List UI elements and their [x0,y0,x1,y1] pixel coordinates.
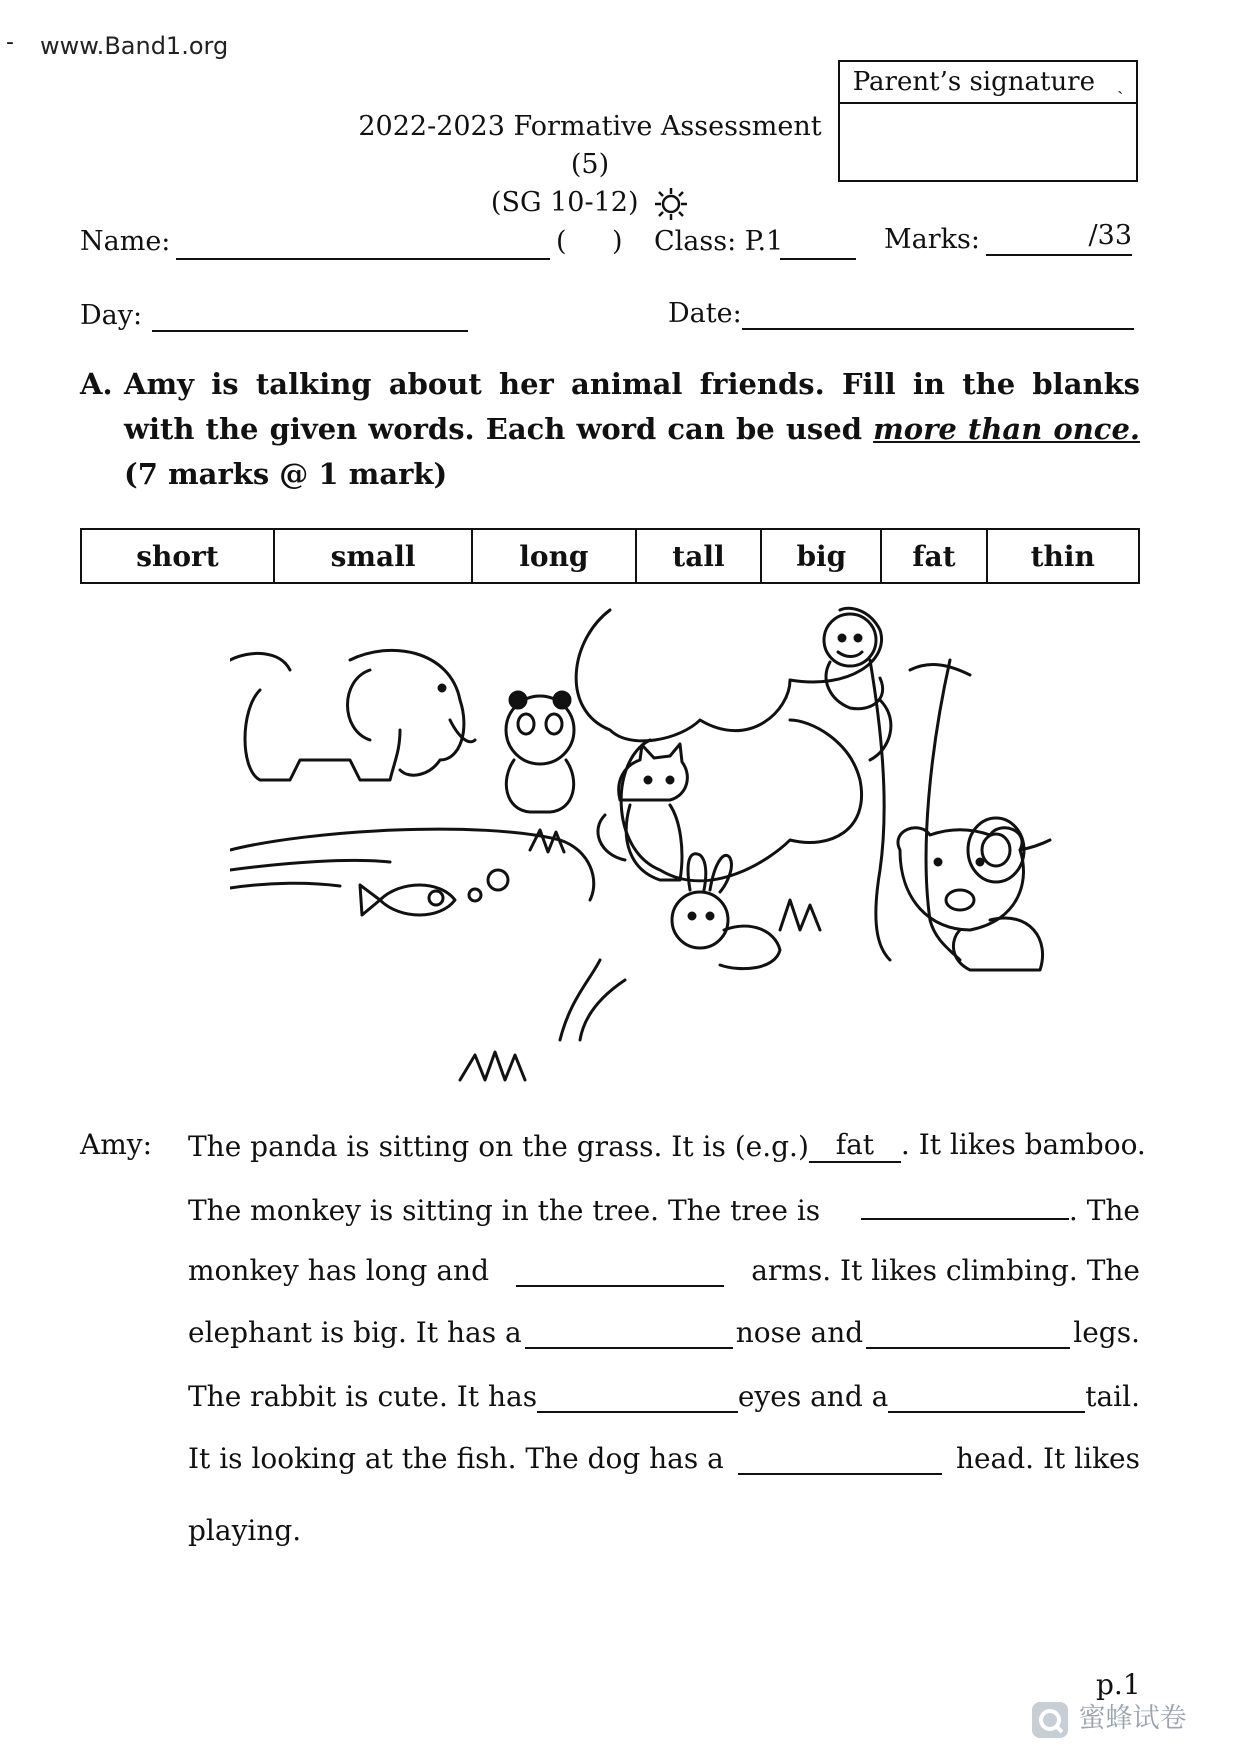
passage-line-2 [188,1190,1140,1227]
class-label: Class: P.1 [654,226,784,257]
class-number-open: ( [556,226,567,257]
word-bank-item: tall [636,529,762,583]
instruction-part-2: (7 marks @ 1 mark) [124,457,448,491]
elephant-illustration [230,650,475,780]
word-bank-item: big [761,529,881,583]
word-bank-item: long [472,529,635,583]
section-a-letter: A. [80,367,113,401]
passage-text: monkey has long and [188,1254,490,1287]
blank-5[interactable] [537,1383,738,1413]
speaker-label: Amy: [80,1128,153,1161]
passage-text: . The [1068,1194,1140,1227]
passage-text: The monkey is sitting in the tree. The tree is [188,1194,821,1227]
title-line-2 [340,184,840,222]
passage-text: elephant is big. It has a [188,1316,522,1349]
sun-icon [653,186,689,222]
blank-2[interactable] [516,1257,724,1287]
grass-illustration [780,900,820,930]
fish-illustration [360,885,455,915]
passage-text: nose and [735,1316,864,1349]
grass-illustration [460,1052,525,1080]
passage-line-1 [188,1128,1146,1163]
title-sg-range: (SG 10-12) [490,187,639,218]
pond-illustration [230,829,594,901]
passage-text: playing. [188,1514,302,1547]
passage-line-6 [188,1442,1140,1475]
section-a-instruction [80,362,1140,497]
marks-field[interactable] [986,220,1132,256]
grass-illustration [560,960,600,1040]
watermark [1030,1696,1187,1740]
class-field[interactable] [780,224,856,260]
page-number: p.1 [1096,1668,1141,1701]
website-url: www.Band1.org [40,32,229,60]
word-bank-item: short [81,529,274,583]
passage-text: legs. [1073,1316,1140,1349]
passage-text: head. It likes [955,1442,1140,1475]
passage-text: . It likes bamboo. [900,1128,1146,1161]
parent-signature-text: Parent’s signature [852,67,1095,97]
passage-line-3 [188,1254,1140,1287]
date-label: Date: [668,298,742,329]
day-label: Day: [80,300,143,331]
watermark-text: 蜜蜂试卷 [1078,1703,1187,1734]
stray-mark: ˎ [1117,74,1124,95]
instruction-emphasis: more than once. [873,412,1141,446]
example-answer [809,1128,1146,1163]
passage-text: eyes and a [737,1380,889,1413]
marks-label: Marks: [884,224,980,255]
instruction-text [124,362,1140,497]
instruction-part-1: Amy is talking about her animal friends. Fill in the blanks with the given words. Each word can be used [124,367,1140,446]
dog-illustration [898,828,1043,970]
animal-scene-illustration [230,600,1060,1100]
corner-mark: - [6,30,14,55]
passage-line-4 [188,1316,1140,1349]
passage-line-7 [188,1514,1140,1547]
blank-3[interactable] [525,1319,733,1349]
class-number-close: ) [612,226,623,257]
panda-illustration [506,692,574,812]
rabbit-illustration [672,854,780,969]
passage-text: tail. [1085,1380,1140,1413]
day-field[interactable] [152,296,468,332]
passage-text: The rabbit is cute. It has [188,1380,538,1413]
blank-4[interactable] [866,1319,1070,1349]
passage-text: It is looking at the fish. The dog has a [188,1442,724,1475]
blank-1[interactable] [861,1190,1069,1220]
watermark-logo-icon [1030,1700,1070,1740]
word-bank-item: small [274,529,472,583]
parent-signature-box [838,60,1138,182]
blank-6[interactable] [888,1383,1085,1413]
example-answer-word: fat [809,1128,901,1163]
parent-signature-label [840,62,1136,104]
word-bank-item: thin [987,529,1139,583]
passage-text: The panda is sitting on the grass. It is (e.g.) [188,1130,809,1163]
page-title [340,108,840,222]
word-bank [80,528,1140,584]
passage-text: arms. It likes climbing. The [751,1254,1140,1287]
grass-illustration [580,980,625,1040]
word-bank-item: fat [881,529,986,583]
name-label: Name: [80,226,171,257]
date-field[interactable] [742,294,1134,330]
blank-1-group [861,1190,1140,1227]
name-field[interactable] [176,224,550,260]
title-line-1: 2022-2023 Formative Assessment (5) [358,111,822,180]
marks-total: /33 [1088,220,1132,251]
grass-illustration [530,830,564,852]
blank-7[interactable] [738,1445,942,1475]
passage-line-5 [188,1380,1140,1413]
